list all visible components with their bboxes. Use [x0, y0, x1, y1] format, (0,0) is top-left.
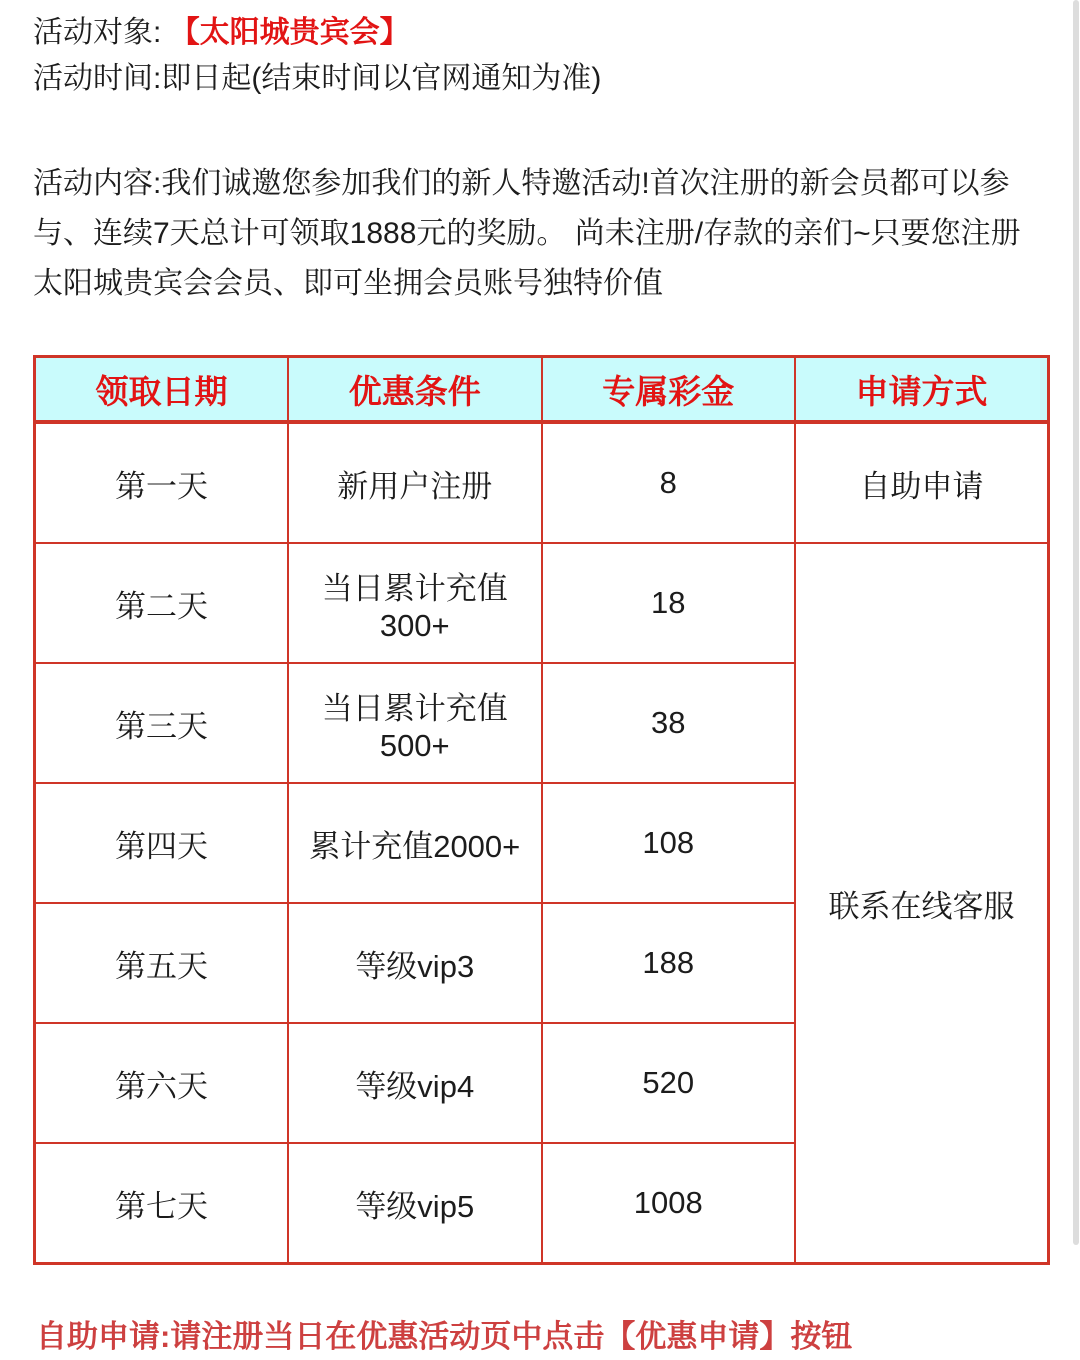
header-cell-bonus: 专属彩金	[542, 357, 796, 423]
activity-target-line	[33, 10, 1050, 56]
bonus-cell: 108	[542, 783, 796, 903]
activity-description: 活动内容:我们诚邀您参加我们的新人特邀活动!首次注册的新会员都可以参与、连续7天总计可领取1888元的奖励。 尚未注册/存款的亲们~只要您注册太阳城贵宾会会员、即可坐拥会员账号独特价值	[33, 167, 1021, 300]
activity-target-name: 【太阳城贵宾会】	[169, 16, 410, 49]
merged-method-cell: 联系在线客服	[795, 543, 1049, 1264]
table-header-row	[35, 357, 1049, 423]
bonus-cell: 520	[542, 1023, 796, 1143]
bonus-cell: 8	[542, 422, 796, 543]
self-apply-instruction: 自助申请:请注册当日在优惠活动页中点击【优惠申请】按钮	[36, 1319, 853, 1354]
header-cell-condition: 优惠条件	[288, 357, 542, 423]
header-cell-claim-date: 领取日期	[35, 357, 289, 423]
day-cell: 第七天	[35, 1143, 289, 1264]
condition-cell: 等级vip3	[288, 903, 542, 1023]
condition-cell: 当日累计充值300+	[288, 543, 542, 663]
table-row	[35, 422, 1049, 543]
day-cell: 第六天	[35, 1023, 289, 1143]
header-cell-apply-method: 申请方式	[795, 357, 1049, 423]
day-cell: 第一天	[35, 422, 289, 543]
bonus-cell: 188	[542, 903, 796, 1023]
day-cell: 第四天	[35, 783, 289, 903]
bonus-cell: 38	[542, 663, 796, 783]
condition-cell: 等级vip4	[288, 1023, 542, 1143]
activity-target-label: 活动对象:	[33, 16, 162, 49]
bonus-cell: 1008	[542, 1143, 796, 1264]
activity-time-line: 活动时间:即日起(结束时间以官网通知为准)	[33, 62, 602, 95]
day-cell: 第二天	[35, 543, 289, 663]
condition-cell: 新用户注册	[288, 422, 542, 543]
day-cell: 第五天	[35, 903, 289, 1023]
promo-table	[33, 355, 1050, 1265]
method-cell: 自助申请	[795, 422, 1049, 543]
bonus-cell: 18	[542, 543, 796, 663]
condition-cell: 累计充值2000+	[288, 783, 542, 903]
condition-cell: 等级vip5	[288, 1143, 542, 1264]
day-cell: 第三天	[35, 663, 289, 783]
condition-cell: 当日累计充值500+	[288, 663, 542, 783]
scrollbar-thumb[interactable]	[1073, 0, 1079, 1245]
table-row	[35, 543, 1049, 663]
